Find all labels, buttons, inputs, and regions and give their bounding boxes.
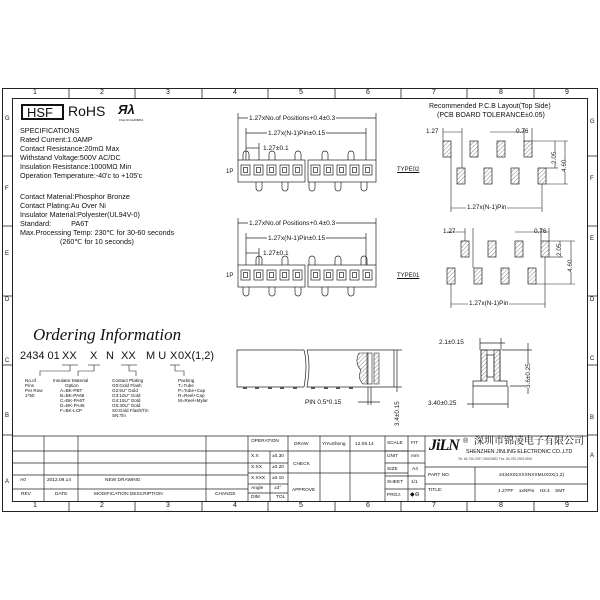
note-line: Insulator Material: [53, 378, 89, 383]
registered-mark-icon: ®: [463, 438, 469, 445]
note-line: Per Row: [25, 388, 43, 393]
approve-label: APPROVE: [292, 488, 316, 493]
draw-name: YiYuSheng: [322, 442, 346, 447]
material-line: Contact Plating:Au Over Ni: [20, 201, 106, 210]
spec-line: Withstand Voltage:500V AC/DC: [20, 153, 121, 162]
type01-label: TYPE01: [397, 273, 420, 279]
pcb-pad-width-dim: 0.76: [516, 128, 529, 135]
col-label: 5: [299, 502, 303, 509]
hsf-logo-text: HSF: [27, 105, 53, 120]
height-dim: 3.4±0.15: [394, 401, 401, 426]
row-label: D: [5, 297, 10, 303]
ul-mark-icon: Яλ: [118, 102, 135, 117]
dim-total: 1.27xNo.of Positions+0.4±0.3: [249, 115, 336, 122]
tol-dim: X.XXX: [251, 476, 266, 481]
title-value: 1.27PF 1xNPin H3.4 SMT: [498, 489, 566, 494]
col-label: 3: [166, 89, 170, 96]
spec-line: Insulation Resistance:1000MΩ Min: [20, 162, 132, 171]
tol-dim: Angle: [251, 486, 264, 491]
note-line: M=Reel+Mylar: [178, 398, 208, 403]
note-line: 1*50: [25, 393, 35, 398]
pcb-height-dim: 4.60: [567, 259, 574, 272]
pin-dim: PIN 0.5*0.15: [305, 399, 342, 406]
row-label: D: [590, 297, 595, 303]
code-part: M U: [146, 350, 167, 362]
proj-label: PROJ.: [387, 493, 402, 498]
pcb-pad-width-dim: 0.76: [534, 228, 547, 235]
material-line: Contact Material:Phosphor Bronze: [20, 192, 130, 201]
note-line: Option: [65, 383, 79, 388]
dim-footer: DIM: [251, 495, 260, 500]
size-value: A4: [412, 467, 418, 472]
desc-value: NEW DRAWING: [105, 478, 141, 483]
tol-dim: X.XX: [251, 465, 262, 470]
tol-dim: X.X: [251, 454, 259, 459]
row-label: C: [5, 358, 10, 364]
code-part: X: [170, 350, 178, 362]
base-dim: 3.40±0.25: [428, 400, 457, 407]
col-label: 1: [33, 502, 37, 509]
row-label: A: [590, 453, 595, 459]
note-line: C=BK-PA6T: [60, 398, 85, 403]
tol-footer: TOL: [276, 495, 286, 500]
note-line: S0:Gold Flash/Tin: [112, 408, 149, 413]
pin1-marker: 1P: [226, 273, 234, 279]
part-no-value: 2434X01XXXNXXMUX0X(1,2): [499, 473, 565, 478]
note-line: T=Tube: [178, 383, 194, 388]
scale-label: SCALE: [387, 441, 403, 446]
ordering-title: Ordering Information: [33, 325, 182, 344]
material-line: Insulator Material:Polyester(UL94V-0): [20, 210, 140, 219]
type02-label: TYPE02: [397, 167, 420, 173]
pcb-row-offset-dim: 2.05: [551, 151, 558, 164]
note-line: D=BK-PA46: [60, 403, 85, 408]
row-label: G: [5, 116, 10, 122]
dim-pitch-span: 1.27x(N-1)Pin±0.15: [268, 130, 326, 137]
desc-header: MODIFICATION DESCRIPTION: [94, 492, 163, 497]
sheet-label: SHEET: [387, 480, 403, 485]
company-logo: JiLN: [429, 437, 459, 454]
pcb-pitch-dim: 1.27: [443, 228, 456, 235]
tol-value: ±0.10: [272, 476, 284, 481]
spec-line: Rated Current:1.0AMP: [20, 135, 93, 144]
note-line: R=Reel+Cap: [178, 393, 205, 398]
unit-label: UNIT: [387, 454, 399, 459]
note-line: Contact Plating: [112, 378, 144, 383]
date-header: DATE: [55, 492, 68, 497]
spec-line: Operation Temperature:-40'c to +105'c: [20, 171, 143, 180]
pcb-row-offset-dim: 2.05: [556, 243, 563, 256]
dim-pitch: 1.27±0.1: [263, 145, 289, 152]
tolerance-title: OPERATION: [251, 439, 279, 444]
col-label: 3: [166, 502, 170, 509]
row-label: E: [590, 236, 595, 242]
pcb-height-dim: 4.60: [561, 159, 568, 172]
row-label: A: [5, 479, 10, 485]
rev-value: A0: [20, 478, 26, 483]
spec-title: SPECIFICATIONS: [20, 126, 80, 135]
pcb-span-dim: 1.27x(N-1)Pin: [469, 300, 509, 307]
note-line: B=BK-PA66: [60, 393, 85, 398]
rev-header: REV: [21, 492, 31, 497]
note-line: G0:Gold Flash: [112, 383, 142, 388]
note-line: Pins: [25, 383, 34, 388]
col-label: 9: [565, 502, 569, 509]
code-part: XX: [62, 350, 77, 362]
material-line: Max.Processing Temp: 230℃ for 30-60 seconds: [20, 228, 175, 237]
row-label: G: [590, 119, 595, 125]
date-value: 2012.09.14: [47, 478, 72, 483]
row-label: B: [590, 415, 595, 421]
col-label: 6: [366, 89, 370, 96]
row-label: E: [5, 251, 10, 257]
note-line: P=Tube+Cap: [178, 388, 206, 393]
code-part: N: [106, 350, 114, 362]
ul-caption: FILE NO.E466811: [119, 118, 144, 122]
note-line: SN:Tin: [112, 413, 126, 418]
note-line: G2:5U" Gold: [112, 388, 138, 393]
hsf-logo: [21, 104, 64, 120]
dim-total: 1.27xNo.of Positions+0.4±0.3: [249, 220, 336, 227]
code-part: 0X(1,2): [178, 350, 215, 362]
check-label: CHECK: [293, 462, 310, 467]
tol-value: ±0.20: [272, 465, 284, 470]
tol-value: ±0.30: [272, 454, 284, 459]
change-header: CHANGE: [215, 492, 236, 497]
draw-label: DRAW: [294, 442, 309, 447]
note-line: No.of: [25, 378, 36, 383]
spec-line: Contact Resistance:20mΩ Max: [20, 144, 120, 153]
col-label: 5: [299, 89, 303, 96]
pcb-layout-title: Recommended P.C.B Layout(Top Side): [429, 103, 551, 110]
row-label: F: [5, 186, 9, 192]
code-part: XX: [121, 350, 136, 362]
rohs-logo: RoHS: [68, 103, 106, 119]
row-label: B: [5, 413, 10, 419]
pcb-span-dim: 1.27x(N-1)Pin: [467, 204, 507, 211]
col-label: 7: [432, 89, 436, 96]
col-label: 8: [499, 89, 503, 96]
width-dim: 2.1±0.15: [439, 339, 464, 346]
company-contact: Tel: 86-755-2997-0906/5892 Fax: 86-755-2909-5892: [458, 457, 533, 461]
col-label: 4: [233, 89, 237, 96]
size-label: SIZE: [387, 467, 398, 472]
company-name-cn: 深圳市锦凌电子有限公司: [474, 436, 584, 447]
note-line: G4:15U" Gold: [112, 398, 141, 403]
note-line: G3:10U" Gold: [112, 393, 141, 398]
note-line: Packing: [178, 378, 195, 383]
height-dim: 3.6±0.25: [525, 363, 532, 388]
col-label: 4: [233, 502, 237, 509]
note-line: F=BK-LCP: [60, 408, 83, 413]
part-no-label: PART NO.: [428, 473, 451, 478]
code-part: 2434 01: [20, 350, 60, 362]
col-label: 6: [366, 502, 370, 509]
sheet-value: 1/1: [411, 480, 418, 485]
row-label: F: [590, 176, 594, 182]
col-label: 2: [100, 89, 104, 96]
pin1-marker: 1P: [226, 169, 234, 175]
projection-symbol-icon: ◆⊖: [410, 492, 420, 498]
col-label: 2: [100, 502, 104, 509]
col-label: 1: [33, 89, 37, 96]
dim-pitch-span: 1.27x(N-1)Pin±0.15: [268, 235, 326, 242]
material-line: (260℃ for 10 seconds): [20, 237, 134, 246]
draw-date: 12.09.14: [355, 442, 374, 447]
pcb-pitch-dim: 1.27: [426, 128, 439, 135]
tol-value: ±3°: [274, 486, 282, 491]
row-label: C: [590, 356, 595, 362]
code-part: X: [90, 350, 98, 362]
note-line: A=BK-PBT: [60, 388, 83, 393]
material-line: Standard: PA6T: [20, 219, 89, 228]
col-label: 9: [565, 89, 569, 96]
pcb-layout-subtitle: (PCB BOARD TOLERANCE±0.05): [437, 112, 545, 119]
col-label: 7: [432, 502, 436, 509]
title-label: TITLE:: [428, 488, 443, 493]
unit-value: mm: [411, 454, 419, 459]
col-label: 8: [499, 502, 503, 509]
dim-pitch: 1.27±0.1: [263, 250, 289, 257]
company-name-en: SHENZHEN JINLING ELECTRONIC CO.,LTD: [466, 449, 573, 455]
scale-value: FIT: [411, 441, 419, 446]
note-line: G5:30U" Gold: [112, 403, 141, 408]
